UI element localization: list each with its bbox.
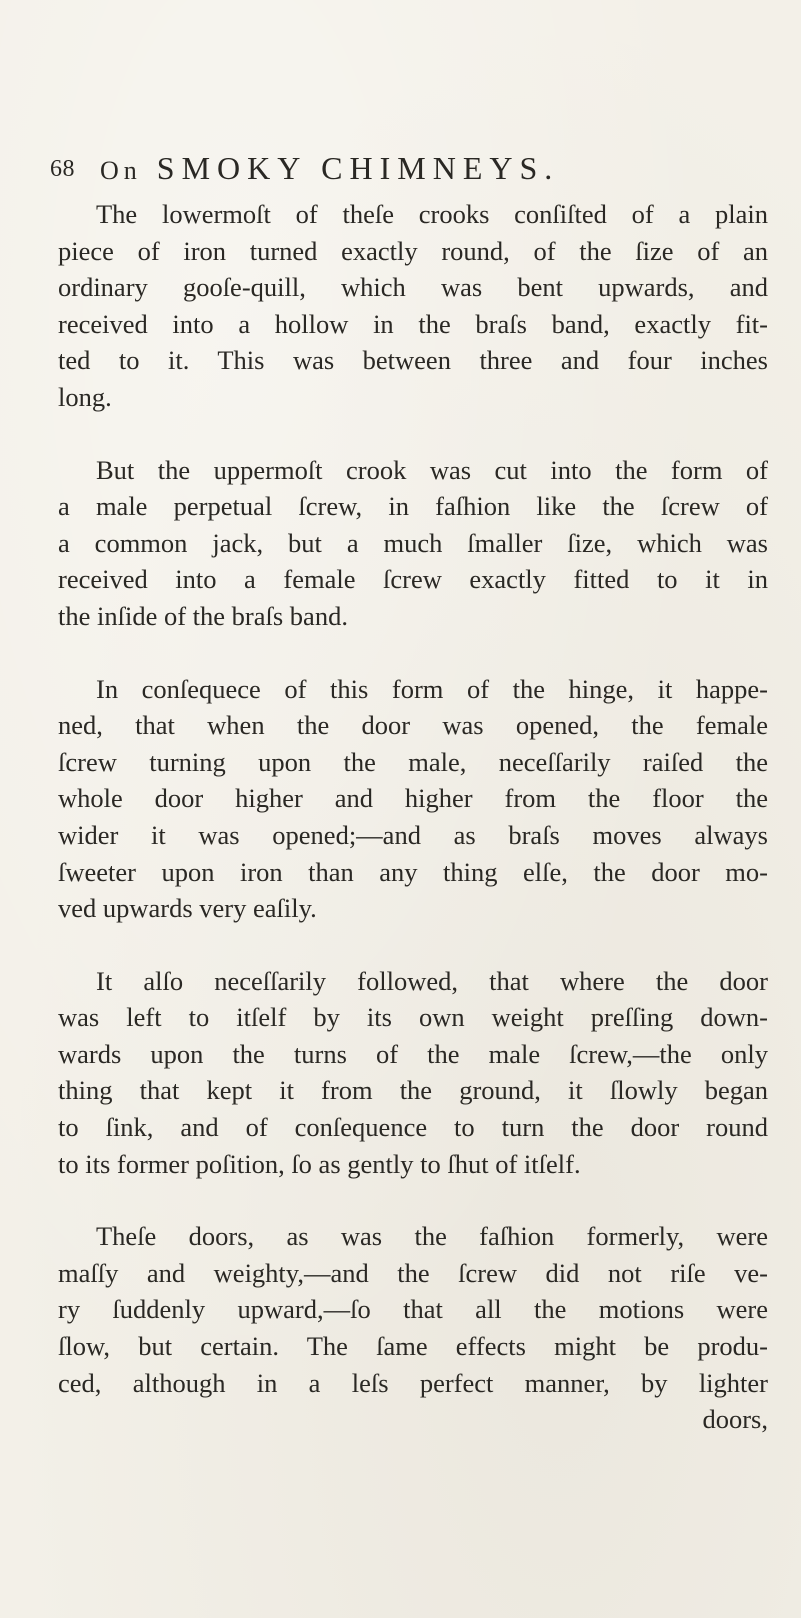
- text-line: to its former poſition, ſo as gently to ſhut of itſelf.: [58, 1148, 581, 1179]
- body-text: [58, 196, 768, 1438]
- text-line: a common jack, but a much ſmaller ſize, which was: [58, 527, 768, 558]
- paragraph-gap: [58, 416, 768, 452]
- text-line: It alſo neceſſarily followed, that where the door: [96, 965, 768, 996]
- text-line: long.: [58, 381, 112, 412]
- text-line: ſweeter upon iron than any thing elſe, the door mo-: [58, 856, 768, 887]
- text-line: the inſide of the braſs band.: [58, 600, 348, 631]
- text-line: wider it was opened;—and as braſs moves always: [58, 819, 768, 850]
- text-line: a male perpetual ſcrew, in faſhion like the ſcrew of: [58, 491, 768, 522]
- text-line: ted to it. This was between three and four inches: [58, 345, 768, 376]
- paragraph-gap: [58, 927, 768, 963]
- paragraph-1: [58, 196, 768, 416]
- page-number: 68: [50, 156, 75, 182]
- running-head-prefix: On: [100, 156, 142, 185]
- text-line: received into a female ſcrew exactly fitted to it in: [58, 564, 768, 595]
- text-line: In conſequece of this form of the hinge, it happe-: [96, 673, 768, 704]
- running-head-title: SMOKY CHIMNEYS.: [156, 150, 560, 186]
- text-line: ved upwards very eaſily.: [58, 893, 317, 924]
- paragraph-5: [58, 1218, 768, 1438]
- text-line: received into a hollow in the braſs band, exactly fit-: [58, 308, 768, 339]
- text-line: thing that kept it from the ground, it ſlowly began: [58, 1075, 768, 1106]
- text-line: ſcrew turning upon the male, neceſſarily raiſed the: [58, 746, 768, 777]
- paragraph-3: [58, 671, 768, 927]
- text-line: The lowermoſt of theſe crooks conſiſted of a plain: [96, 199, 768, 229]
- text-line: piece of iron turned exactly round, of the ſize of an: [58, 235, 768, 266]
- text-line: maſſy and weighty,—and the ſcrew did not riſe ve-: [58, 1257, 768, 1288]
- text-line: Theſe doors, as was the faſhion formerly, were: [96, 1221, 768, 1252]
- text-line: ſlow, but certain. The ſame effects might be produ-: [58, 1331, 768, 1362]
- paragraph-gap: [58, 635, 768, 671]
- text-line: But the uppermoſt crook was cut into the form of: [96, 454, 768, 485]
- page-header: [50, 150, 770, 196]
- running-head: [100, 150, 559, 187]
- catchword: doors,: [702, 1404, 768, 1435]
- text-line: wards upon the turns of the male ſcrew,—the only: [58, 1038, 768, 1069]
- paragraph-2: [58, 452, 768, 635]
- paragraph-4: [58, 963, 768, 1183]
- text-line: ry ſuddenly upward,—ſo that all the motions were: [58, 1294, 768, 1325]
- text-line: was left to itſelf by its own weight preſſing down-: [58, 1002, 768, 1033]
- paragraph-gap: [58, 1182, 768, 1218]
- text-line: whole door higher and higher from the floor the: [58, 783, 768, 814]
- text-line: to ſink, and of conſequence to turn the door round: [58, 1112, 768, 1143]
- text-line: ordinary gooſe-quill, which was bent upwards, and: [58, 272, 768, 303]
- text-line: ced, although in a leſs perfect manner, by lighter: [58, 1367, 768, 1398]
- text-line: ned, that when the door was opened, the female: [58, 710, 768, 741]
